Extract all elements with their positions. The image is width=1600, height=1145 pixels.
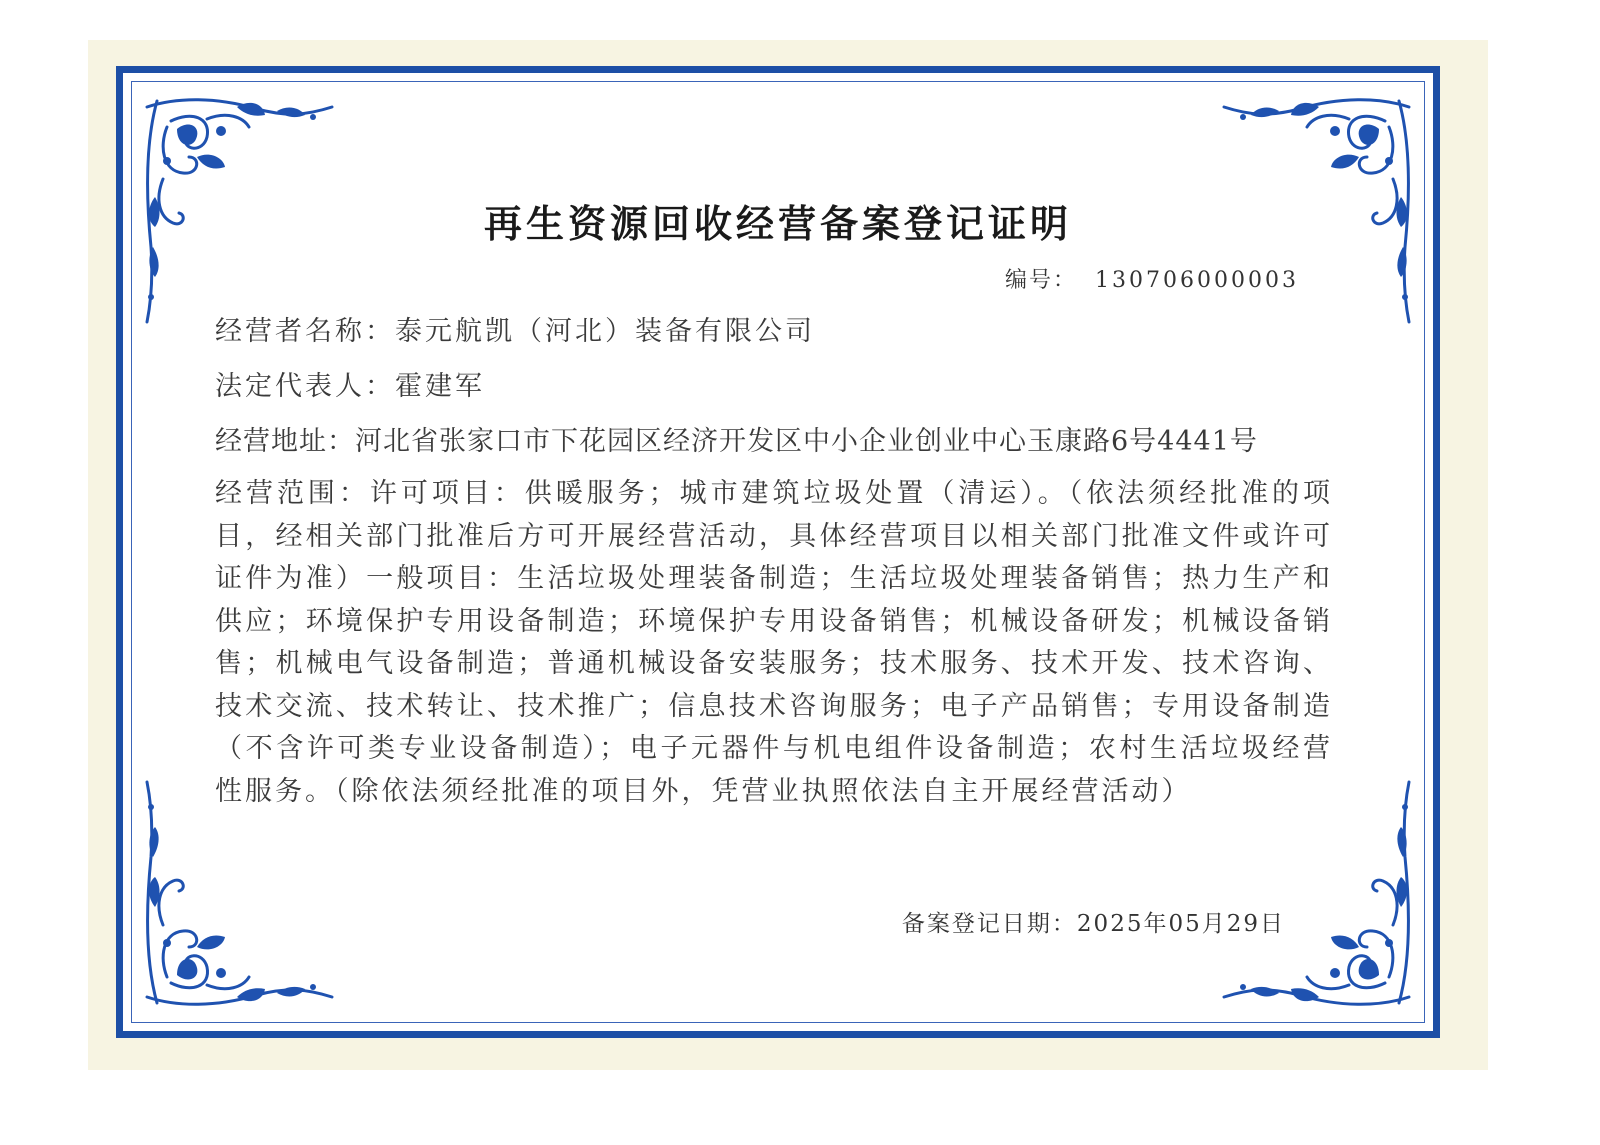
certificate-number (1005, 263, 1299, 294)
scroll-ornament-icon (137, 777, 337, 1017)
business-scope-field (215, 473, 1333, 813)
scope-value: 许可项目：供暖服务；城市建筑垃圾处置（清运）。（依法须经批准的项目，经相关部门批准后方可开展经营活动，具体经营项目以相关部门批准文件或许可证件为准）一般项目：生活垃圾处理装备制造；生活垃圾处理装备销售；热力生产和供应；环境保护专用设备制造；环境保护专用设备销售；机械设备研发；机械设备销售；机械电气设备制造；普通机械设备安装服务；技术服务、技术开发、技术咨询、技术交流、技术转让、技术推广；信息技术咨询服务；电子产品销售；专用设备制造（不含许可类专业设备制造）；电子元器件与机电组件设备制造；农村生活垃圾经营性服务。（除依法须经批准的项目外，凭营业执照依法自主开展经营活动） (215, 478, 1334, 807)
date-value: 2025年05月29日 (1076, 911, 1285, 937)
date-label: 备案登记日期： (901, 911, 1077, 937)
corner-ornament-bottom-right (1219, 777, 1419, 1017)
certificate-title: 再生资源回收经营备案登记证明 (483, 201, 1072, 246)
address-value: 河北省张家口市下花园区经济开发区中小企业创业中心玉康路6号4441号 (355, 426, 1258, 457)
legal-representative-field (215, 364, 485, 403)
address-field (215, 419, 1258, 458)
legal-rep-value: 霍建军 (395, 371, 485, 402)
corner-ornament-bottom-left (137, 777, 337, 1017)
scope-label: 经营范围： (215, 478, 370, 509)
legal-rep-label: 法定代表人： (215, 371, 395, 402)
operator-label: 经营者名称： (215, 316, 395, 347)
registration-date (902, 905, 1285, 938)
address-label: 经营地址： (215, 426, 355, 457)
operator-value: 泰元航凯（河北）装备有限公司 (395, 316, 815, 347)
number-label: 编号： (1005, 268, 1078, 293)
scroll-ornament-icon (1219, 777, 1419, 1017)
certificate-frame (116, 66, 1440, 1038)
number-value: 130706000003 (1095, 268, 1299, 293)
operator-name-field (215, 309, 815, 348)
